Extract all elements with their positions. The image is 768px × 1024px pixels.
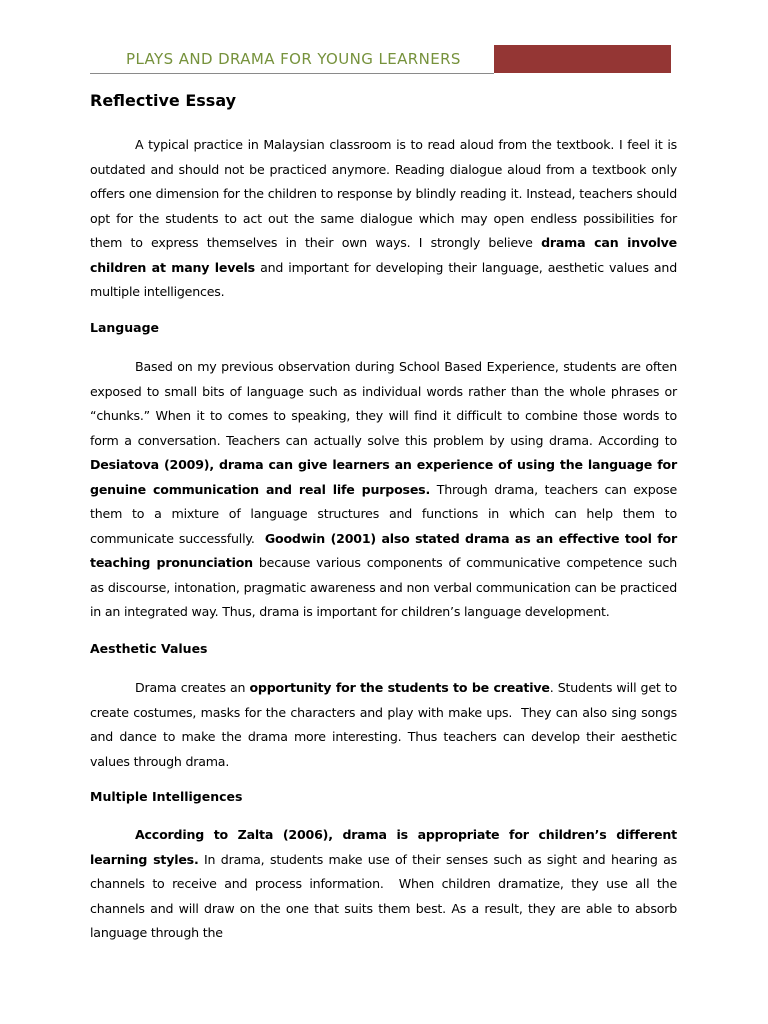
text-run: In drama, students make use of their senses such as sight and hearing as channels to receive and process information. When children dramatize, they use all the channels and will draw on the one that suits them best. As a result, they are able to absorb language through the (90, 851, 677, 940)
text-run: A typical practice in Malaysian classroom is to read aloud from the textbook. I feel it is outdated and should not be practiced anymore. Reading dialogue aloud from a textbook only offers one dimension for the children to response by blindly reading it. Instead, teachers should opt for the students to act out the same dialogue which may open endless possibilities for them to express themselves in their own ways. I strongly believe (90, 137, 677, 250)
header-accent-bar (494, 45, 671, 73)
text-run: . Students will get to create costumes, masks for the characters and play with make ups. They can also sing songs and dance to make the drama more interesting. Thus teachers can develop their aesthetic values through drama. (90, 680, 677, 769)
text-run: because various components of communicative competence such as discourse, intonation, pragmatic awareness and non verbal communication can be practiced in an integrated way. Thus, drama is important for children’s language development. (90, 555, 677, 619)
section-paragraph-aesthetic-values (90, 676, 677, 774)
header-rule (90, 73, 494, 74)
bold-phrase: drama can involve children at many levels (90, 235, 677, 275)
text-run: Based on my previous observation during School Based Experience, students are often exposed to small bits of language such as individual words rather than the whole phrases or “chunks.” When it to comes to speaking, they will find it difficult to combine those words to form a conversation. Teachers can actually solve this problem by using drama. According to (90, 359, 677, 448)
bold-phrase: Desiatova (2009), drama can give learners an experience of using the language for genuine communication and real life purposes. (90, 457, 677, 497)
header-title: PLAYS AND DRAMA FOR YOUNG LEARNERS (126, 50, 461, 68)
essay-title: Reflective Essay (90, 91, 237, 110)
text-run: Through drama, teachers can expose them to a mixture of language structures and functions in which can help them to communicate successfully. (90, 481, 677, 546)
section-heading-multiple-intelligences: Multiple Intelligences (90, 789, 243, 804)
section-heading-language: Language (90, 320, 160, 335)
bold-phrase: Goodwin (2001) also stated drama as an effective tool for teaching pronunciation (90, 530, 677, 570)
section-paragraph-multiple-intelligences (90, 823, 677, 946)
section-heading-aesthetic-values: Aesthetic Values (90, 641, 208, 656)
section-paragraph-language (90, 355, 677, 625)
bold-phrase: According to Zalta (2006), drama is appropriate for children’s different learning styles. (90, 827, 677, 867)
text-run: and important for developing their language, aesthetic values and multiple intelligences. (90, 259, 677, 299)
running-header (90, 44, 671, 74)
text-run: Drama creates an (135, 680, 250, 695)
intro-paragraph (90, 133, 677, 305)
bold-phrase: opportunity for the students to be creative (249, 680, 550, 695)
